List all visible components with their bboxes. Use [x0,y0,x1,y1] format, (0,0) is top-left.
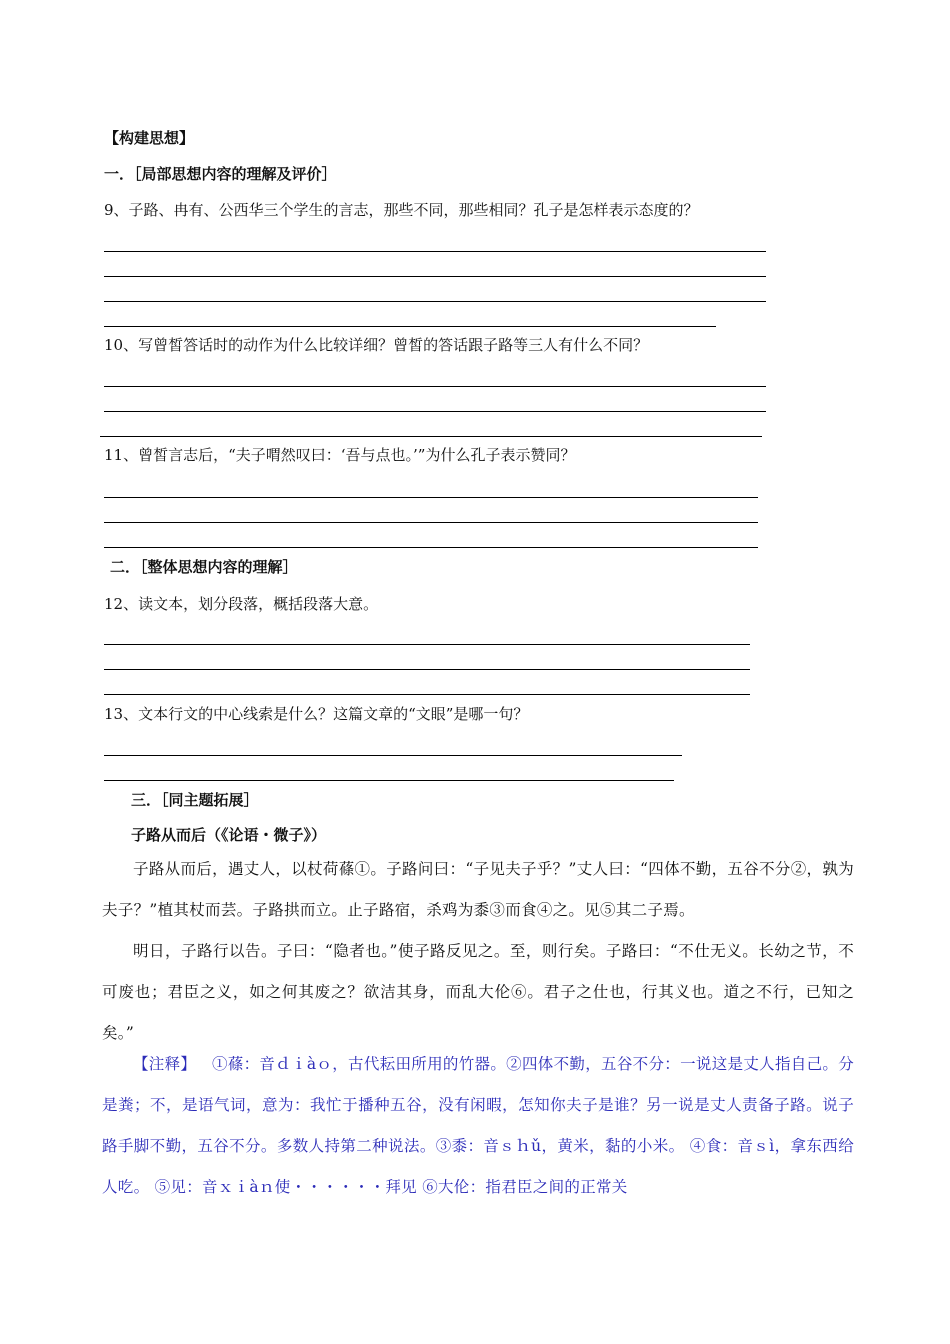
heading: 【构建思想】 [104,129,195,147]
answer-line[interactable] [104,276,766,277]
passage-title: 子路从而后（《论语・微子》） [131,826,327,844]
note-text: ①蓧：音ｄｉàｏ，古代耘田所用的竹器。②四体不勤，五谷不分：一说这是丈人指自己。分是粪；不，是语气词，意为：我忙于播种五谷，没有闲暇，怎知你夫子是谁？另一说是丈人责备子路。说子路手脚不勤，五谷不分。多数人持第二种说法。③黍：音ｓｈǔ，黄米，黏的小米。 ④食：音ｓì，拿东西给人吃。 ⑤见：音ｘｉàｎ使・・・・・・拜见 ⑥大伦：指君臣之间的正常关 [102,1055,854,1196]
annotation-paragraph [102,1044,854,1208]
answer-line[interactable] [104,251,766,252]
answer-line[interactable] [104,386,766,387]
answer-line[interactable] [104,522,758,523]
answer-line[interactable] [104,644,750,645]
question-13: 13、文本行文的中心线索是什么？这篇文章的“文眼”是哪一句？ [104,705,529,723]
answer-line[interactable] [104,326,716,327]
answer-line[interactable] [104,755,682,756]
answer-line[interactable] [104,780,674,781]
section2-title: 二．［整体思想内容的理解］ [110,558,298,576]
question-9: 9、子路、冉有、公西华三个学生的言志，那些不同，那些相同？孔子是怎样表示态度的？ [104,201,699,219]
passage-paragraph-2: 明日，子路行以告。子曰：“隐者也。”使子路反见之。至，则行矣。子路曰：“不仕无义。长幼之节，不可废也；君臣之义，如之何其废之？欲洁其身，而乱大伦⑥。君子之仕也，行其义也。道之不行，已知之矣。” [102,942,854,1042]
question-11: 11、曾皙言志后，“夫子喟然叹曰：‘吾与点也。’”为什么孔子表示赞同？ [104,446,576,464]
question-10: 10、写曾皙答话时的动作为什么比较详细？曾皙的答话跟子路等三人有什么不同？ [104,336,649,354]
question-12: 12、读文本，划分段落，概括段落大意。 [104,595,379,613]
note-label: 【注释】 [133,1055,197,1073]
answer-line[interactable] [104,547,758,548]
passage-paragraph-1: 子路从而后，遇丈人，以杖荷蓧①。子路问曰：“子见夫子乎？”丈人曰：“四体不勤，五谷不分②，孰为夫子？”植其杖而芸。子路拱而立。止子路宿，杀鸡为黍③而食④之。见⑤其二子焉。 [102,860,855,919]
answer-line[interactable] [104,411,766,412]
answer-line[interactable] [100,436,762,437]
answer-line[interactable] [104,497,758,498]
answer-line[interactable] [104,694,750,695]
answer-line[interactable] [104,669,750,670]
answer-line[interactable] [104,301,766,302]
section3-title: 三．［同主题拓展］ [131,791,259,809]
section1-title: 一．［局部思想内容的理解及评价］ [104,165,337,183]
